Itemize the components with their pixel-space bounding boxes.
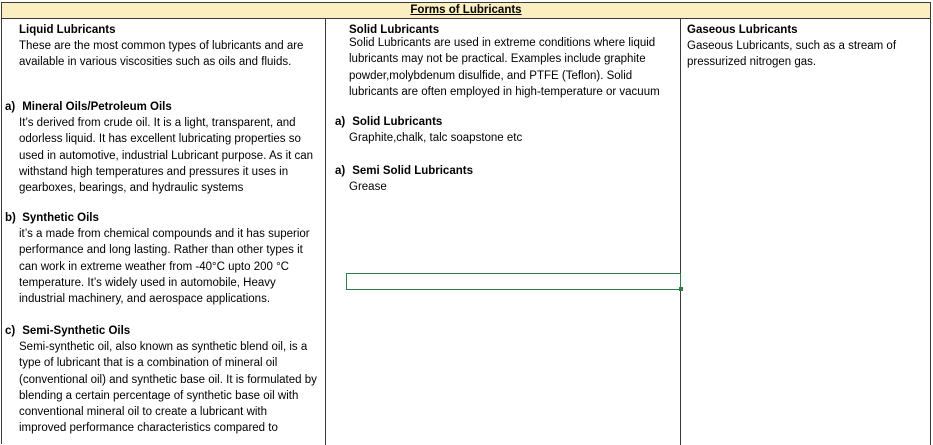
semi-solid-lubricants-text [349,179,387,195]
semi-synthetic-oils-heading [5,323,130,339]
item-title: Synthetic Oils [22,212,99,224]
solid-intro-line: powder,molybdenum disulfide, and PTFE (Teflon). Solid [349,69,633,82]
solid-intro [349,35,660,100]
synthetic-oils-text [19,226,310,307]
liquid-title: Liquid Lubricants [19,24,116,36]
liquid-intro-line: These are the most common types of lubricants and are [19,40,304,52]
gaseous-intro-line: Gaseous Lubricants, such as a stream of [687,40,897,52]
table-header[interactable] [1,2,931,19]
text-line: used in automotive, industrial Lubricant purpose. As it can [19,149,314,162]
text-line: (conventional oil) and synthetic base oil. It is formulated by [19,373,317,386]
liquid-intro-line: available in various viscosities such as oils and fluids. [19,56,292,69]
text-line: Grease [349,181,387,193]
text-line: conventional mineral oil to create a lubricant with [19,406,268,419]
solid-lubricants-heading [335,114,442,130]
solid-intro-line: lubricants may not be practical. Examples include graphite [349,53,646,66]
header-title: Forms of Lubricants [410,4,522,16]
gaseous-title: Gaseous Lubricants [687,24,798,36]
item-title: Solid Lubricants [352,116,443,128]
selected-cell[interactable] [346,273,681,290]
solid-intro-line: lubricants are often employed in high-temperature or vacuum [349,85,660,98]
text-line: Graphite,chalk, talc soapstone etc [349,132,523,144]
text-line: It’s derived from crude oil. It is a light, transparent, and [19,117,296,129]
text-line: it’s a made from chemical compounds and it has superior [19,228,310,240]
solid-title: Solid Lubricants [349,24,440,36]
item-label: a) [335,116,346,128]
item-label: a) [335,165,346,177]
solid-lubricants-text [349,130,522,146]
text-line: type of lubricant that is a combination of mineral oil [19,357,278,370]
solid-intro-line: Solid Lubricants are used in extreme conditions where liquid [349,37,656,49]
text-line: improved performance characteristics compared to [19,422,278,435]
semi-synthetic-oils-text [19,339,317,437]
mineral-oils-heading [5,99,172,115]
item-title: Mineral Oils/Petroleum Oils [22,101,172,113]
fill-handle[interactable] [679,287,683,291]
text-line: odorless liquid. It has excellent lubricating properties so [19,133,301,146]
synthetic-oils-heading [5,210,99,226]
text-line: temperature. It’s widely used in automobile, Heavy [19,276,276,289]
text-line: gearboxes, bearings, and hydraulic systems [19,182,244,195]
text-line: Semi-synthetic oil, also known as synthetic blend oil, is a [19,341,308,353]
item-label: b) [5,212,16,224]
text-line: withstand high temperatures and pressures it uses in [19,165,289,178]
gaseous-intro-line: pressurized nitrogen gas. [687,56,817,69]
item-label: a) [5,101,16,113]
item-title: Semi Solid Lubricants [352,165,473,177]
text-line: performance and long lasting. Rather than other types it [19,244,303,257]
liquid-intro [19,38,303,71]
text-line: blending a certain percentage of synthetic base oil with [19,389,299,402]
gaseous-intro [687,38,896,71]
text-line: can work in extreme weather from -40°C upto 200 °C [19,260,289,273]
item-label: c) [5,325,16,337]
gaseous-lubricants-cell[interactable] [681,19,931,445]
text-line: industrial machinery, and aerospace applications. [19,293,271,306]
item-title: Semi-Synthetic Oils [22,325,131,337]
mineral-oils-text [19,115,313,196]
semi-solid-lubricants-heading [335,163,473,179]
